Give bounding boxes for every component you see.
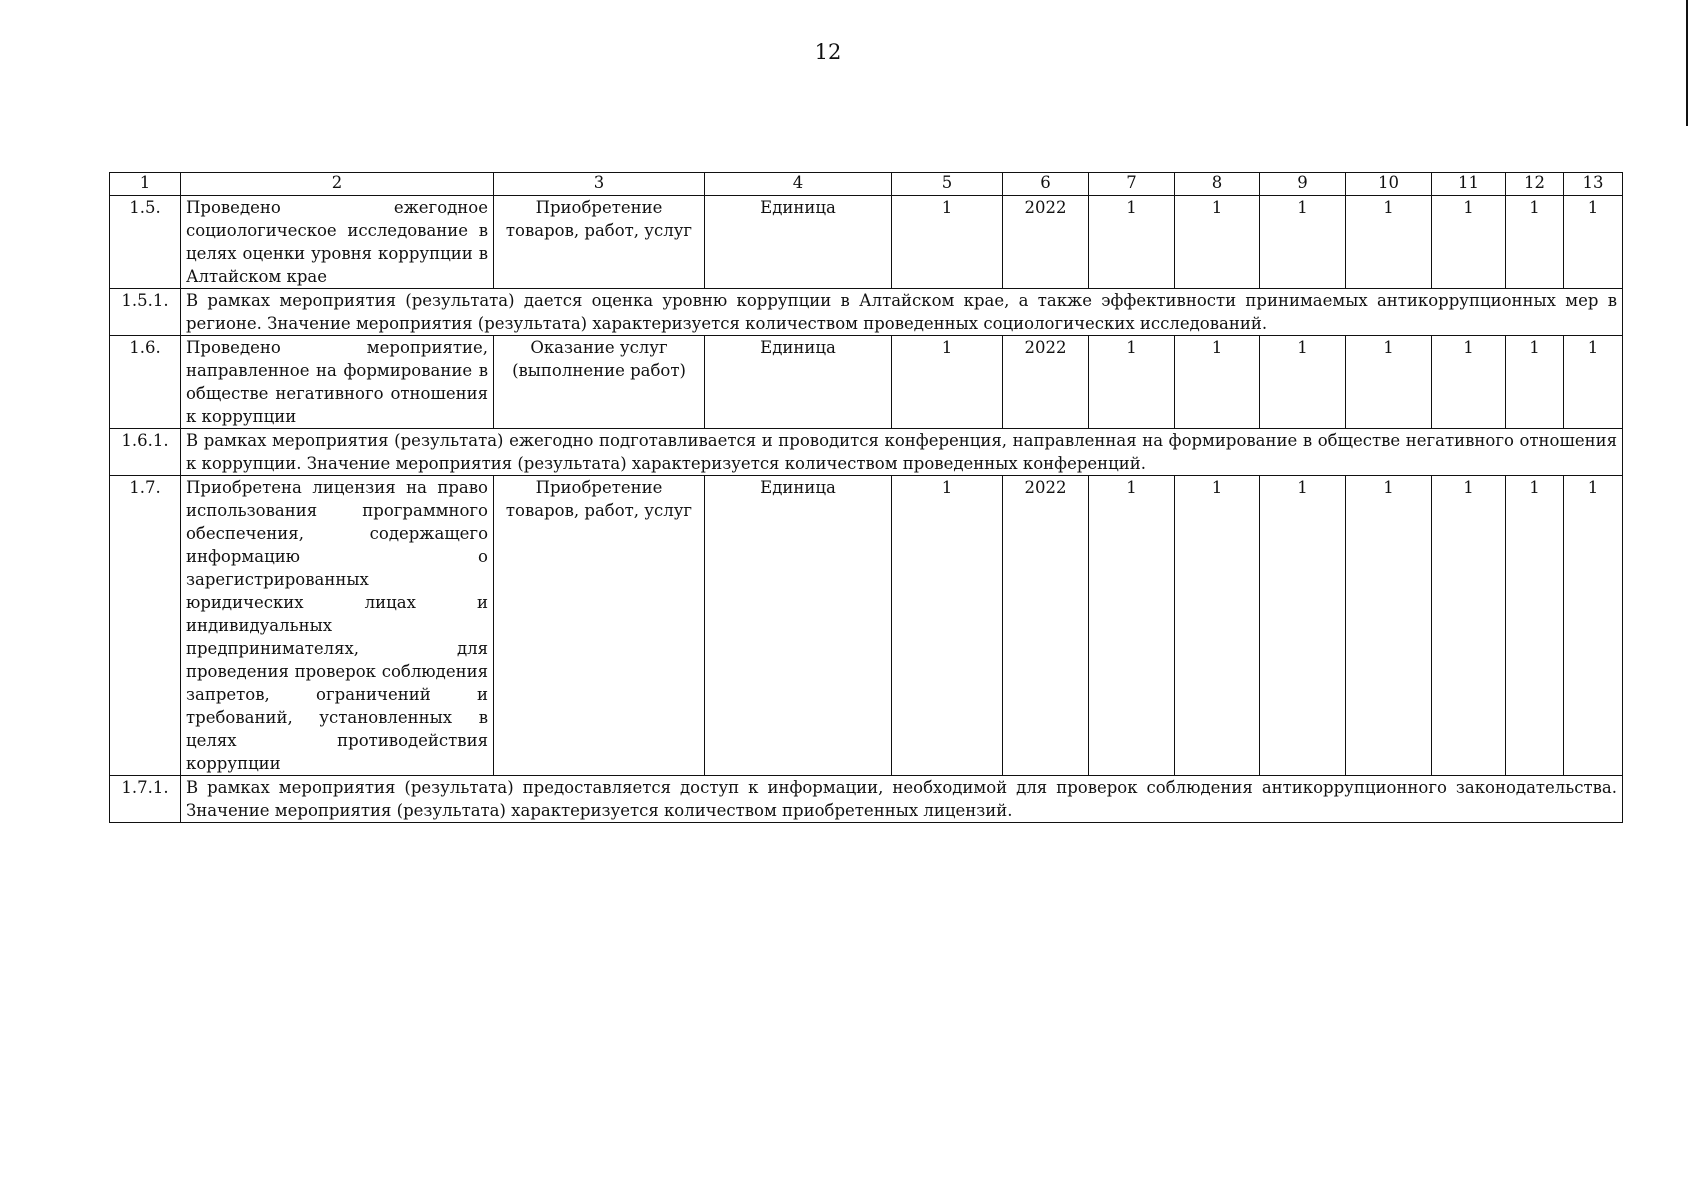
base-year-cell: 2022 [1003, 196, 1089, 289]
column-header: 7 [1089, 173, 1175, 196]
row-number: 1.5.1. [110, 289, 181, 336]
value-cell: 1 [1564, 336, 1623, 429]
value-cell: 1 [1346, 476, 1432, 776]
value-cell: 1 [1089, 336, 1175, 429]
page-number: 12 [814, 40, 842, 64]
result-name: Проведено ежегодное социологическое исследование в целях оценки уровня коррупции в Алтайском крае [181, 196, 494, 289]
row-number: 1.7.1. [110, 776, 181, 823]
table-row-description [110, 289, 1623, 336]
column-header: 4 [705, 173, 892, 196]
row-description: В рамках мероприятия (результата) ежегодно подготавливается и проводится конференция, направленная на формирование в обществе негативного отношения к коррупции. Значение мероприятия (результата) характеризуется количеством проведенных конференций. [181, 429, 1623, 476]
result-type: Приобретение товаров, работ, услуг [494, 196, 705, 289]
row-number: 1.6. [110, 336, 181, 429]
value-cell: 1 [1089, 196, 1175, 289]
base-value-cell: 1 [892, 476, 1003, 776]
column-header: 12 [1506, 173, 1564, 196]
row-number: 1.7. [110, 476, 181, 776]
column-header: 13 [1564, 173, 1623, 196]
results-table [109, 172, 1623, 823]
base-year-cell: 2022 [1003, 336, 1089, 429]
value-cell: 1 [1260, 476, 1346, 776]
base-value-cell: 1 [892, 196, 1003, 289]
table-row [110, 196, 1623, 289]
column-header: 10 [1346, 173, 1432, 196]
column-header: 1 [110, 173, 181, 196]
value-cell: 1 [1260, 336, 1346, 429]
row-description: В рамках мероприятия (результата) дается оценка уровню коррупции в Алтайском крае, а также эффективности принимаемых антикоррупционных мер в регионе. Значение мероприятия (результата) характеризуется количеством проведенных социологических исследований. [181, 289, 1623, 336]
value-cell: 1 [1175, 196, 1260, 289]
column-header: 5 [892, 173, 1003, 196]
value-cell: 1 [1175, 336, 1260, 429]
result-type: Приобретение товаров, работ, услуг [494, 476, 705, 776]
unit-cell: Единица [705, 476, 892, 776]
value-cell: 1 [1432, 476, 1506, 776]
column-header: 6 [1003, 173, 1089, 196]
table-header-row [110, 173, 1623, 196]
column-header: 2 [181, 173, 494, 196]
value-cell: 1 [1432, 336, 1506, 429]
table-row [110, 476, 1623, 776]
margin-line [1686, 0, 1688, 126]
row-number: 1.5. [110, 196, 181, 289]
column-header: 3 [494, 173, 705, 196]
value-cell: 1 [1346, 196, 1432, 289]
value-cell: 1 [1564, 476, 1623, 776]
result-type: Оказание услуг (выполнение работ) [494, 336, 705, 429]
value-cell: 1 [1506, 476, 1564, 776]
row-description: В рамках мероприятия (результата) предоставляется доступ к информации, необходимой для проверок соблюдения антикоррупционного законодательства. Значение мероприятия (результата) характеризуется количеством приобретенных лицензий. [181, 776, 1623, 823]
row-number: 1.6.1. [110, 429, 181, 476]
table-row [110, 336, 1623, 429]
unit-cell: Единица [705, 336, 892, 429]
column-header: 8 [1175, 173, 1260, 196]
table-row-description [110, 776, 1623, 823]
value-cell: 1 [1175, 476, 1260, 776]
base-year-cell: 2022 [1003, 476, 1089, 776]
base-value-cell: 1 [892, 336, 1003, 429]
value-cell: 1 [1432, 196, 1506, 289]
value-cell: 1 [1564, 196, 1623, 289]
result-name: Приобретена лицензия на право использования программного обеспечения, содержащего информацию о зарегистрированных юридических лицах и индивидуальных предпринимателях, для проведения проверок соблюдения запретов, ограничений и требований, установленных в целях противодействия коррупции [181, 476, 494, 776]
value-cell: 1 [1506, 196, 1564, 289]
value-cell: 1 [1089, 476, 1175, 776]
value-cell: 1 [1260, 196, 1346, 289]
column-header: 9 [1260, 173, 1346, 196]
value-cell: 1 [1506, 336, 1564, 429]
table-row-description [110, 429, 1623, 476]
unit-cell: Единица [705, 196, 892, 289]
column-header: 11 [1432, 173, 1506, 196]
value-cell: 1 [1346, 336, 1432, 429]
result-name: Проведено мероприятие, направленное на формирование в обществе негативного отношения к коррупции [181, 336, 494, 429]
